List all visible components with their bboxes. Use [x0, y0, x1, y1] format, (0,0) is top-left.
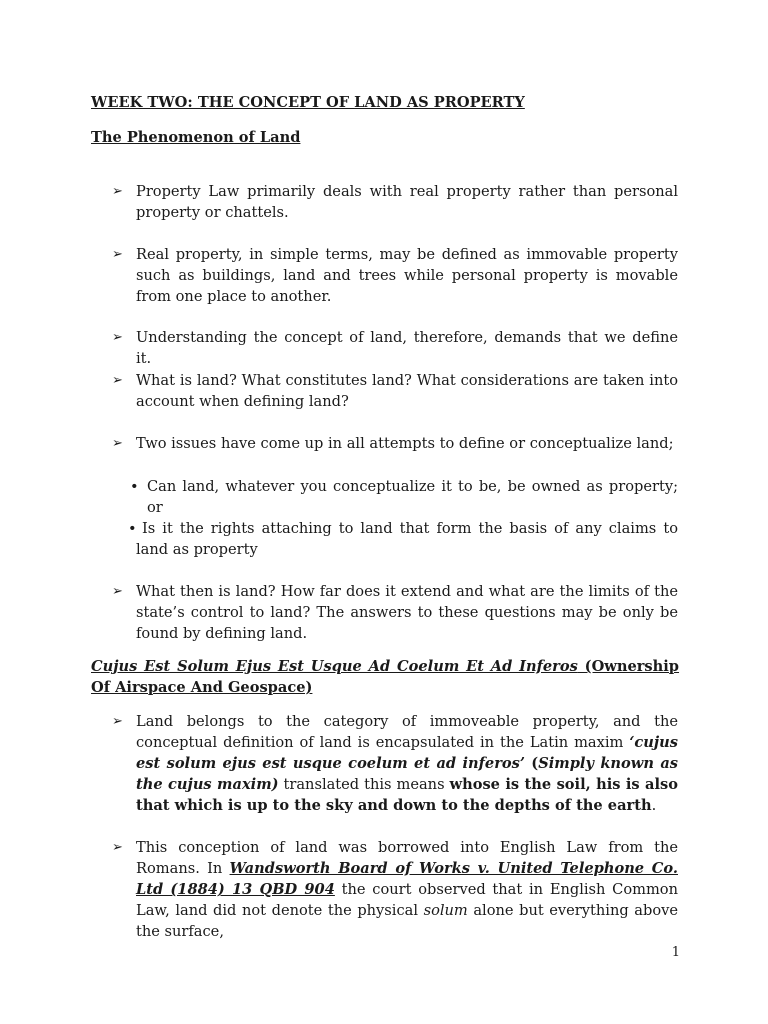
- section-heading-phenomenon: The Phenomenon of Land: [91, 129, 301, 146]
- arrow-bullet-icon: ➢: [112, 184, 123, 199]
- arrow-bullet-icon: ➢: [112, 714, 123, 729]
- text-run: This conception of land was borrowed into English Law from the Romans. In: [136, 839, 678, 877]
- arrow-bullet-icon: ➢: [112, 330, 123, 345]
- maxim-quote: ‘cujus est solum ejus est usque coelum et ad inferos’: [136, 734, 678, 772]
- dot-bullet-icon: •: [128, 520, 137, 537]
- text-run: (: [524, 755, 539, 772]
- text-run: the court observed that in English Common Law, land did not denote the physical: [136, 881, 678, 919]
- text-run: alone but everything above the surface,: [136, 902, 678, 940]
- text-run: .: [651, 797, 657, 814]
- arrow-bullet-icon: ➢: [112, 840, 123, 855]
- list-item: Two issues have come up in all attempts to define or conceptualize land;: [136, 435, 674, 452]
- text-run: Land belongs to the category of immoveable property, and the conceptual definition of land is encapsulated in the Latin maxim: [136, 713, 678, 751]
- list-item: What then is land? How far does it extend and what are the limits of the state’s control to land? The answers to these questions may be only be found by defining land.: [136, 583, 678, 642]
- section-heading-rest: (Ownership Of Airspace And Geospace): [91, 658, 680, 696]
- case-citation: Wandsworth Board of Works v. United Telephone Co. Ltd (1884) 13 QBD 904: [136, 860, 678, 898]
- section-heading-cujus: [91, 656, 679, 698]
- maxim-translation: whose is the soil, his is also that which is up to the sky and down to the depths of the earth: [136, 776, 678, 814]
- maxim-text: Cujus Est Solum Ejus Est Usque Ad Coelum Et Ad Inferos: [91, 658, 578, 675]
- page-number: 1: [671, 945, 680, 960]
- list-item: What is land? What constitutes land? What considerations are taken into account when defining land?: [136, 372, 678, 410]
- arrow-bullet-icon: ➢: [112, 436, 123, 451]
- dot-bullet-icon: •: [130, 478, 139, 495]
- arrow-bullet-icon: ➢: [112, 373, 123, 388]
- latin-term: solum: [423, 902, 468, 919]
- list-item: [136, 837, 678, 942]
- list-item: [136, 711, 678, 816]
- arrow-bullet-icon: ➢: [112, 247, 123, 262]
- text-run: translated this means: [278, 776, 450, 793]
- page-title: WEEK TWO: THE CONCEPT OF LAND AS PROPERTY: [91, 94, 525, 111]
- maxim-alias: Simply known as the cujus maxim): [136, 755, 678, 793]
- sub-list-item: Is it the rights attaching to land that form the basis of any claims to land as property: [136, 520, 678, 558]
- list-item: Real property, in simple terms, may be defined as immovable property such as buildings, land and trees while personal property is movable from one place to another.: [136, 246, 678, 305]
- sub-list-item: Can land, whatever you conceptualize it to be, be owned as property; or: [147, 478, 678, 516]
- arrow-bullet-icon: ➢: [112, 584, 123, 599]
- list-item: Property Law primarily deals with real property rather than personal property or chattels.: [136, 183, 678, 221]
- list-item: Understanding the concept of land, therefore, demands that we define it.: [136, 329, 678, 367]
